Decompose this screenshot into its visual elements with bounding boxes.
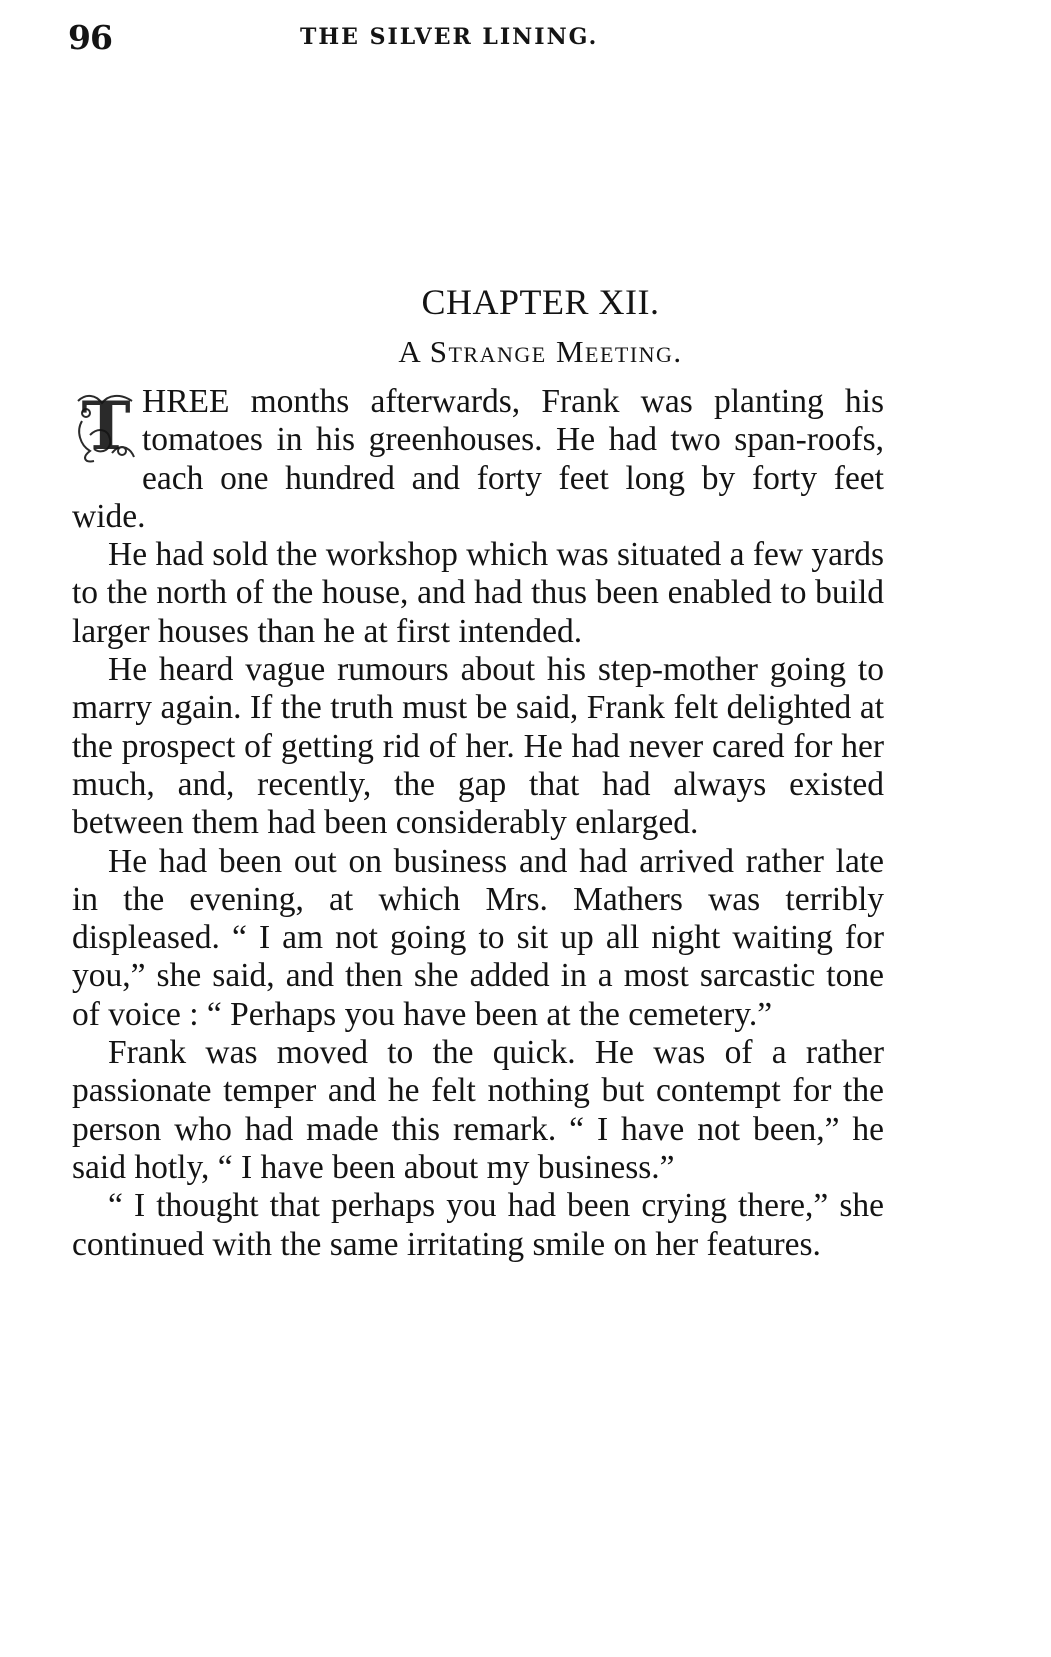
paragraph-1-text: HREE months afterwards, Frank was planting his tomatoes in his greenhouses. He had two span-roofs, each one hundred and forty feet long by forty feet wide. bbox=[72, 383, 884, 535]
page-number: 96 bbox=[68, 18, 112, 57]
paragraph-5: Frank was moved to the quick. He was of a rather passionate temper and he felt nothing but contempt for the person who had made this remark. “ I have not been,” he said hotly, “ I have been about my business.” bbox=[72, 1034, 884, 1186]
paragraph-3: He heard vague rumours about his step-mother going to marry again. If the truth must be said, Frank felt delighted at the prospect of getting rid of her. He had never cared for her much, and, recently, the gap that had always existed between them had been considerably enlarged. bbox=[72, 651, 884, 842]
paragraph-1 bbox=[72, 383, 884, 536]
paragraph-6: “ I thought that perhaps you had been crying there,” she continued with the same irritating smile on her features. bbox=[72, 1187, 884, 1263]
running-head-title: THE SILVER LINING. bbox=[300, 24, 599, 50]
chapter-title: CHAPTER XII. bbox=[421, 282, 660, 322]
paragraph-2: He had sold the workshop which was situated a few yards to the north of the house, and had thus been enabled to build larger houses than he at first intended. bbox=[72, 536, 884, 650]
ornamental-drop-cap bbox=[72, 387, 140, 465]
chapter-subtitle: A Strange Meeting. bbox=[398, 334, 683, 369]
chapter-body bbox=[72, 383, 884, 1264]
drop-cap-letter: T bbox=[81, 387, 131, 465]
paragraph-4: He had been out on business and had arrived rather late in the evening, at which Mrs. Mathers was terribly displeased. “ I am not going to sit up all night waiting for you,” she said, and then she added in a most sarcastic tone of voice : “ Perhaps you have been at the cemetery.” bbox=[72, 842, 884, 1033]
